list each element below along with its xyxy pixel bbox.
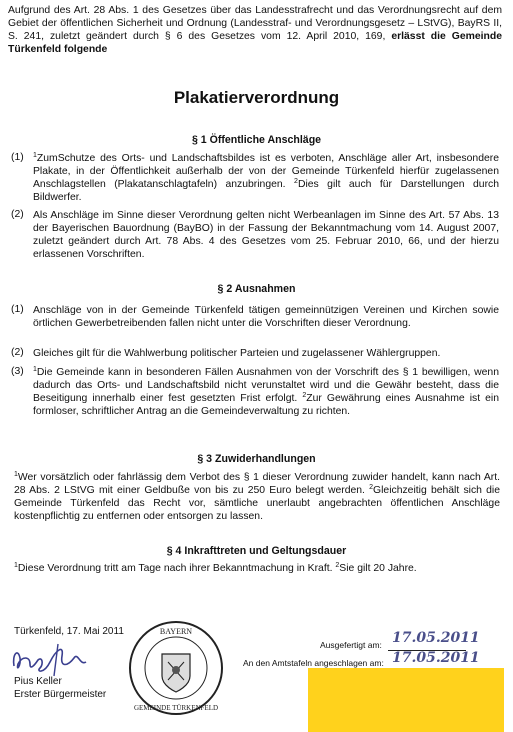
- signer-name: Pius Keller: [14, 676, 62, 687]
- s2-p2-number: (2): [11, 347, 24, 358]
- s1-p2-number: (2): [11, 209, 24, 220]
- s4-text: $^1$Diese Verordnung tritt am Tage nach ihrer Bekanntmachung in Kraft. $^2$Sie gilt 20 Jahre.: [14, 562, 417, 574]
- s2-p1-number: (1): [11, 304, 24, 315]
- section-2-heading: § 2 Ausnahmen: [217, 283, 296, 295]
- s1-p1-number: (1): [11, 152, 24, 163]
- s1-p2-text: Als Anschläge im Sinne dieser Verordnung gelten nicht Werbeanlagen im Sinne des Art. 57 Abs. 13 der Bayerischen Bauordnung (BayBO) in der Fassung der Bekanntmachung vom 14. August 2007, zuletzt geändert durch Art. 78 Abs. 4 des Gesetzes vom 25. Februar 2010, 66, und der hierzu erlassenen Vorschriften.: [33, 210, 499, 260]
- page-title: Plakatierverordnung: [173, 88, 340, 107]
- svg-text:BAYERN: BAYERN: [159, 627, 193, 636]
- angeschlagen-label: An den Amtstafeln angeschlagen am:: [243, 658, 384, 668]
- s2-p3-number: (3): [11, 366, 24, 377]
- s1-p1-text: $^1$ZumSchutze des Orts- und Landschaftsbildes ist es verboten, Anschläge aller Art, insbesondere Plakate, in der Öffentlichkeit außerhalb der von der Gemeinde Türkenfeld hierfür zugelassenen Anschlagstellen (Plakatanschlagtafeln) anzubringen. $^2$Dies gilt auch für Darstellungen durch Bildwerfer.: [33, 152, 499, 203]
- s3-text: $^1$Wer vorsätzlich oder fahrlässig dem Verbot des § 1 dieser Verordnung zuwider handelt, kann nach Art. 28 Abs. 2 LStVG mit einer Geldbuße von bis zu 250 Euro belegt werden. $^2$Gleichzeitig behält sich die Gemeinde Türkenfeld das Recht vor, sämtliche unerlaubt angebrachten öffentlichen Anschläge kostenpflichtig zu entfernen oder entsorgen zu lassen.: [14, 471, 500, 522]
- section-3-heading: § 3 Zuwiderhandlungen: [197, 453, 316, 465]
- signer-role: Erster Bürgermeister: [14, 689, 107, 700]
- angeschlagen-date: 17.05.2011: [392, 650, 480, 666]
- intro-paragraph: [8, 4, 502, 56]
- section-4-heading: § 4 Inkrafttreten und Geltungsdauer: [166, 545, 347, 557]
- highlight-note: [308, 668, 504, 732]
- ausgefertigt-label: Ausgefertigt am:: [320, 640, 382, 650]
- s2-p3-text: $^1$Die Gemeinde kann in besonderen Fällen Ausnahmen von der Vorschrift des § 1 bewilligen, wenn dadurch das Orts- und Landschaftsbild nicht verunstaltet wird und die Gewähr besteht, dass die Beseitigung innerhalb einer fest gesetzten Frist erfolgt. $^2$Zur Gewährung eines Ausnahme ist ein formloser, schriftlicher Antrag an die Gemeindeverwaltung zu richten.: [33, 366, 500, 417]
- s2-p2-text: Gleiches gilt für die Wahlwerbung politischer Parteien und zugelassener Wählergruppen.: [33, 348, 441, 359]
- ausgefertigt-date: 17.05.2011: [392, 630, 480, 646]
- s2-p1-text: Anschläge von in der Gemeinde Türkenfeld tätigen gemeinnützigen Vereinen und Kirchen sowie örtlichen Gewerbetreibenden fallen nicht unter die Vorschriften dieser Verordnung.: [33, 305, 499, 329]
- place-date: Türkenfeld, 17. Mai 2011: [14, 626, 124, 637]
- section-1-heading: § 1 Öffentliche Anschläge: [191, 134, 322, 146]
- municipal-seal-icon: [128, 620, 224, 716]
- svg-text:GEMEINDE TÜRKENFELD: GEMEINDE TÜRKENFELD: [133, 704, 219, 712]
- intro-text: Aufgrund des Art. 28 Abs. 1 des Gesetzes über das Landesstrafrecht und das Verordnungsrecht auf dem Gebiet der öffentlichen Sicherheit und Ordnung (Landesstraf- und Verordnungsgesetz – LStVG), BayRS II, S. 241, zuletzt geändert durch § 6 des Gesetzes vom 12. April 2010, 169,: [8, 5, 502, 42]
- intro-bold: erlässt die Gemeinde Türkenfeld folgende: [8, 31, 502, 55]
